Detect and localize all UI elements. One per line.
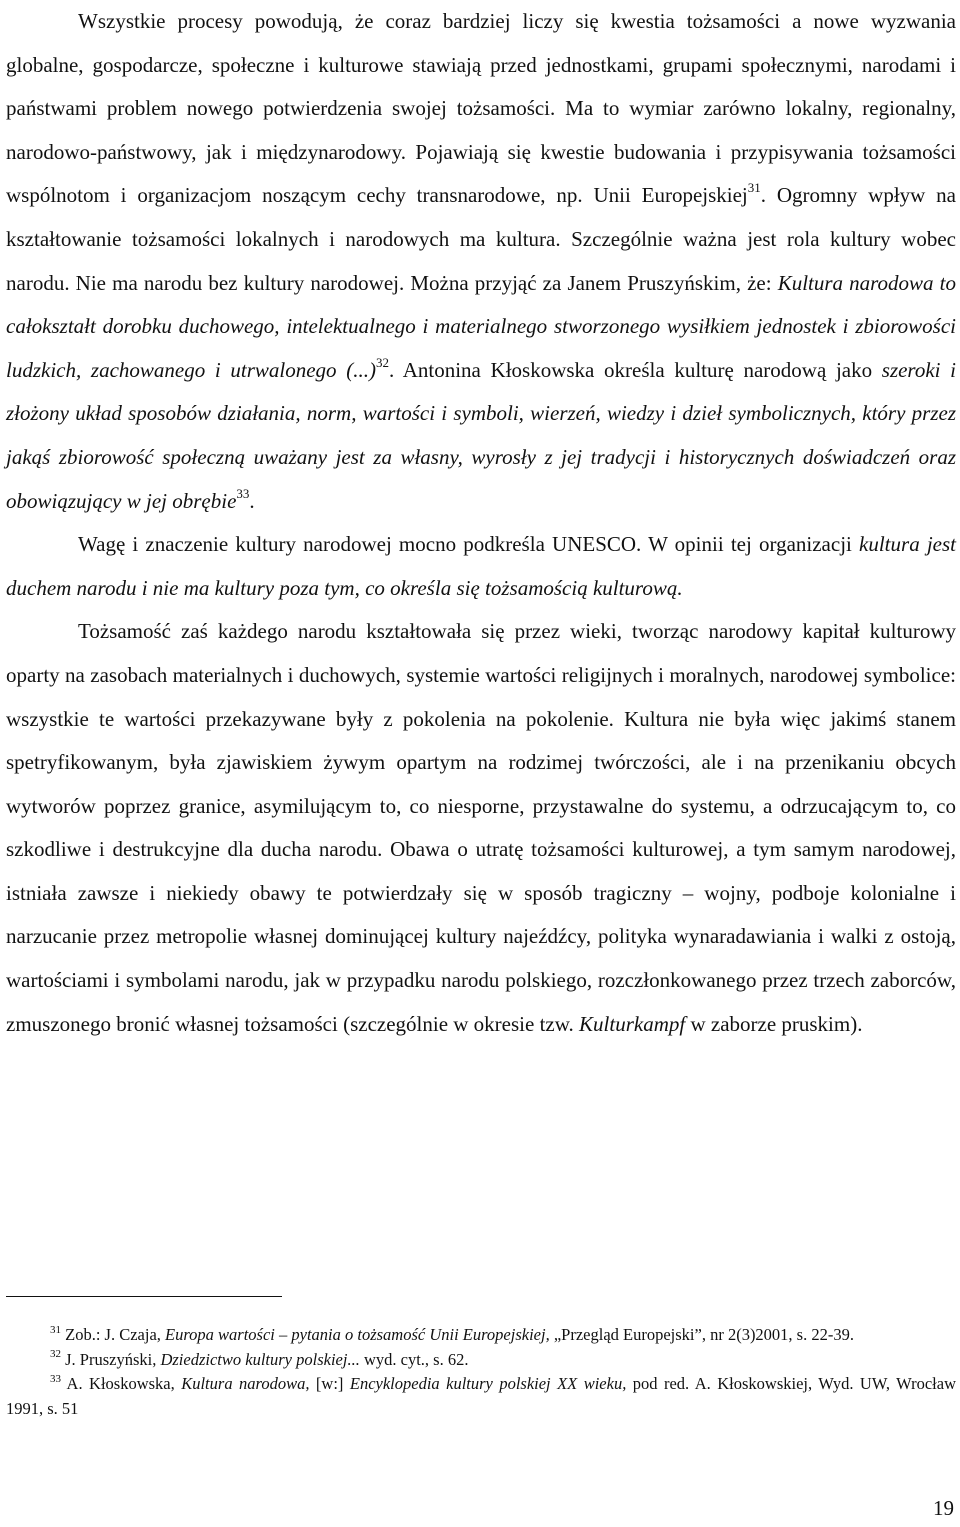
paragraph-1-text-4: .: [249, 488, 255, 513]
paragraph-3-text-1: Tożsamość zaś każdego narodu kształtowała się przez wieki, tworząc narodowy kapitał kulturowy oparty na zasobach materialnych i duchowych, systemie wartości religijnych i moralnych, narodowej symbolice: wszystkie te wartości przekazywane były z pokolenia na pokolenie. Kultura nie była więc jakimś stanem spetryfikowanym, była zjawiskiem żywym opartym na rodzimej twórczości, ale i na przenikaniu obcych wytworów poprzez granice, asymilującym to, co niesporne, przystawalne do systemu, a odrzucającym to, co szkodliwe i destrukcyjne dla ducha narodu. Obawa o utratę tożsamości kulturowej, a tym samym narodowej, istniała zawsze i niekiedy obawy te potwierdzały się w sposób tragiczny – wojny, podboje kolonialne i narzucanie przez metropolie własnej dominującej kultury najeźdźcy, polityka wynaradawiania i walki z ostoją, wartościami i symbolami narodu, jak w przypadku narodu polskiego, rozczłonkowanego przez trzech zaborców, zmuszonego bronić własnej tożsamości (szczególnie w okresie tzw.: [6, 619, 956, 1036]
footnote-31-number: 31: [50, 1323, 61, 1336]
footnote-32-text-1: J. Pruszyński,: [61, 1349, 161, 1369]
term-kulturkampf: Kulturkampf: [579, 1011, 686, 1036]
footnote-33-number: 33: [50, 1372, 61, 1385]
footnote-31: [6, 1323, 956, 1348]
footnote-32: [6, 1348, 956, 1373]
paragraph-1: [6, 0, 956, 523]
footnote-ref-32[interactable]: 32: [375, 354, 389, 370]
quote-unesco: kultura jest duchem narodu i nie ma kultury poza tym, co określa się tożsamością kulturową.: [6, 532, 957, 600]
footnote-ref-31[interactable]: 31: [747, 180, 761, 196]
footnote-33-text-2: [w:]: [309, 1374, 350, 1393]
footnote-ref-33[interactable]: 33: [236, 485, 250, 501]
quote-kloskowska: szeroki i złożony układ sposobów działania, norm, wartości i symboli, wierzeń, wiedzy i dzieł symbolicznych, który przez jakąś zbiorowość społeczną uważany jest za własny, wyrosły z jej tradycji i historycznych doświadczeń oraz obowiązujący w jej obrębie: [6, 357, 956, 513]
footnote-separator: [6, 1296, 282, 1297]
paragraph-1-text-2: . Ogromny wpływ na kształtowanie tożsamości lokalnych i narodowych ma kultura. Szczególnie ważna jest rola kultury wobec narodu. Nie ma narodu bez kultury narodowej. Można przyjąć za Janem Pruszyńskim, że:: [6, 183, 956, 295]
footnote-32-number: 32: [50, 1348, 61, 1360]
paragraph-1-text-3: . Antonina Kłoskowska określa kulturę narodową jako: [388, 357, 882, 382]
footnote-33: [6, 1372, 956, 1421]
footnotes: [6, 1323, 956, 1421]
footnote-31-text-2: „Przegląd Europejski”, nr 2(3)2001, s. 22-39.: [549, 1325, 854, 1344]
footnote-33-text-1: A. Kłoskowska,: [61, 1374, 182, 1393]
paragraph-3: [6, 610, 956, 1046]
footnote-32-title: Dziedzictwo kultury polskiej...: [160, 1349, 360, 1369]
paragraph-2-text-1: Wagę i znaczenie kultury narodowej mocno podkreśla UNESCO. W opinii tej organizacji: [78, 532, 860, 557]
paragraph-2: [6, 523, 956, 610]
footnote-31-title: Europa wartości – pytania o tożsamość Unii Europejskiej,: [165, 1325, 550, 1344]
paragraph-1-text-1: Wszystkie procesy powodują, że coraz bardziej liczy się kwestia tożsamości a nowe wyzwania globalne, gospodarcze, społeczne i kulturowe stawiają przed jednostkami, grupami społecznymi, narodami i państwami problem nowego potwierdzenia swojej tożsamości. Ma to wymiar zarówno lokalny, regionalny, narodowo-państwowy, jak i międzynarodowy. Pojawiają się kwestie budowania i przypisywania tożsamości wspólnotom i organizacjom noszącym cechy transnarodowe, np. Unii Europejskiej: [6, 9, 956, 208]
footnote-33-title-1: Kultura narodowa,: [181, 1374, 310, 1393]
footnote-33-title-2: Encyklopedia kultury polskiej XX wieku,: [349, 1374, 627, 1393]
quote-pruszynski: Kultura narodowa to całokształt dorobku duchowego, intelektualnego i materialnego stworzonego wysiłkiem jednostek i zbiorowości ludzkich, zachowanego i utrwalonego (...): [6, 270, 957, 382]
paragraph-3-text-2: w zaborze pruskim).: [685, 1011, 863, 1036]
footnote-31-text-1: Zob.: J. Czaja,: [61, 1325, 166, 1344]
page-number: 19: [933, 1496, 954, 1520]
body-text: [6, 0, 956, 1046]
footnote-33-text-3: pod red. A. Kłoskowskiej, Wyd. UW, Wrocław 1991, s. 51: [6, 1374, 956, 1418]
footnote-32-text-2: wyd. cyt., s. 62.: [359, 1349, 469, 1369]
